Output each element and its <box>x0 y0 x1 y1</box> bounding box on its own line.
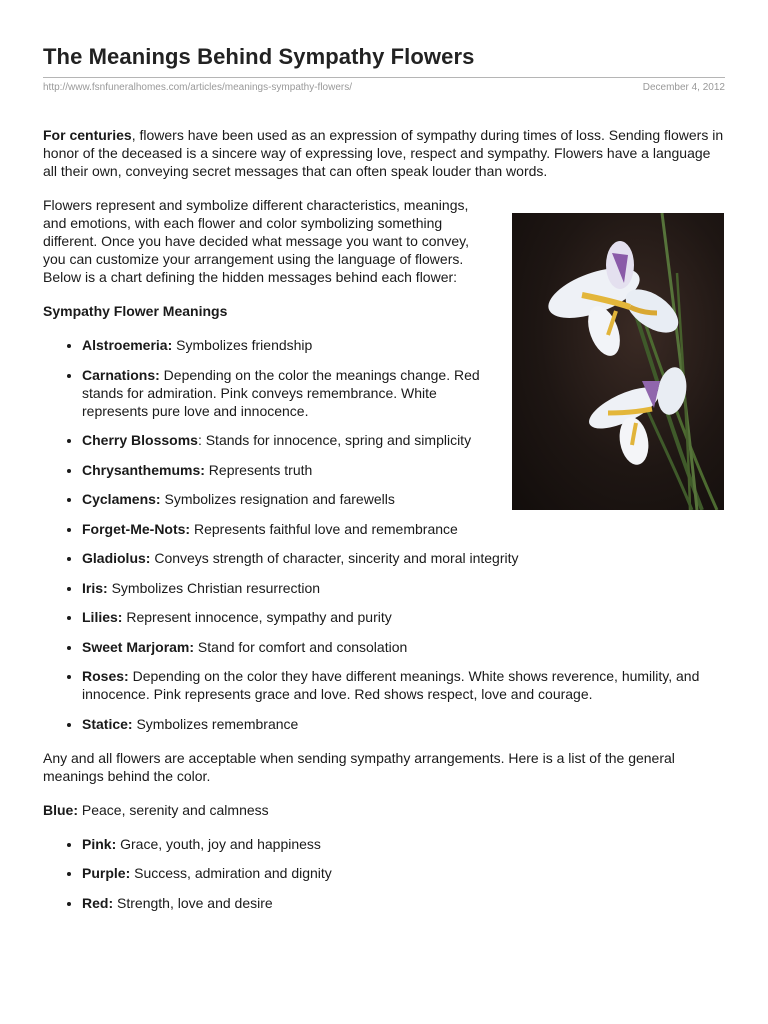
flower-name: Statice: <box>82 715 133 732</box>
flower-name: Roses: <box>82 668 129 684</box>
flower-meaning: Symbolizes remembrance <box>132 715 299 732</box>
flower-name: Sweet Marjoram: <box>82 638 195 655</box>
list-item <box>82 835 725 853</box>
flower-meaning: Symbolizes resignation and farewells <box>160 491 395 507</box>
flower-meaning: : Stands for innocence, spring and simplicity <box>197 432 472 448</box>
intro-paragraph <box>43 126 725 180</box>
page-title: The Meanings Behind Sympathy Flowers <box>43 44 475 69</box>
color-meaning: Grace, youth, joy and happiness <box>116 835 321 852</box>
flower-meaning: Represent innocence, sympathy and purity <box>122 609 392 625</box>
flower-meaning: Stand for comfort and consolation <box>194 638 408 655</box>
color-name: Red: <box>82 894 114 911</box>
flower-meaning: Represents faithful love and remembrance <box>190 520 458 537</box>
color-meaning: Strength, love and desire <box>113 894 273 911</box>
list-item <box>82 608 725 626</box>
list-item <box>82 638 725 656</box>
color-meaning: Peace, serenity and calmness <box>78 801 269 818</box>
list-item <box>82 549 725 567</box>
list-item <box>82 431 502 449</box>
color-meaning: Success, admiration and dignity <box>130 865 332 881</box>
flower-name: Cherry Blossoms <box>82 432 198 448</box>
flower-meaning: Represents truth <box>204 461 313 478</box>
intro-paragraph-2: Flowers represent and symbolize different characteristics, meanings, and emotions, with each flower and color symbolizing something different. Once you have decided what message you want to convey, you can customize your arrangement using the language of flowers. Below is a chart defining the hidden messages behind each flower: <box>43 197 469 285</box>
intro-lead: For centuries <box>43 127 132 143</box>
flower-meaning: Depending on the color the meanings change. Red stands for admiration. Pink conveys remembrance. White represents pure love and innocence. <box>82 366 480 419</box>
list-item <box>82 894 725 912</box>
list-item <box>82 461 725 479</box>
color-blue <box>43 801 725 819</box>
list-item <box>82 520 725 538</box>
list-item <box>82 715 725 733</box>
flower-name: Forget-Me-Nots: <box>82 520 191 537</box>
flower-name: Gladiolus: <box>82 550 151 566</box>
intro-text: , flowers have been used as an expression of sympathy during times of loss. Sending flowers in honor of the deceased is a sincere way of expressing love, respect and sympathy. Flowers have a language all their own, conveying secret messages that can often speak louder than words. <box>43 127 724 179</box>
flower-meaning: Conveys strength of character, sincerity and moral integrity <box>150 550 519 566</box>
flower-name: Iris: <box>82 579 108 596</box>
list-item <box>82 366 502 420</box>
color-name: Blue: <box>43 801 78 818</box>
source-url[interactable]: http://www.fsnfuneralhomes.com/articles/meanings-sympathy-flowers/ <box>43 82 353 93</box>
list-item <box>82 336 502 354</box>
title-divider <box>43 77 725 78</box>
article-body <box>43 126 725 928</box>
flower-name: Lilies: <box>82 609 123 625</box>
flower-name: Carnations: <box>82 366 160 383</box>
color-meanings-list <box>43 835 725 912</box>
colors-intro: Any and all flowers are acceptable when sending sympathy arrangements. Here is a list of the general meanings behind the color. <box>43 749 675 784</box>
publish-date: December 4, 2012 <box>642 82 725 93</box>
color-name: Purple: <box>82 865 131 881</box>
list-item <box>82 864 725 882</box>
section-heading: Sympathy Flower Meanings <box>43 303 228 319</box>
list-item <box>82 579 725 597</box>
flower-meaning: Depending on the color they have different meanings. White shows reverence, humility, and innocence. Pink represents grace and love. Red shows respect, love and courage. <box>82 668 700 702</box>
flower-meaning: Symbolizes Christian resurrection <box>107 579 321 596</box>
flower-name: Cyclamens: <box>82 491 161 507</box>
flower-meanings-list <box>43 336 725 733</box>
flower-name: Chrysanthemums: <box>82 461 205 478</box>
list-item <box>82 490 725 508</box>
color-name: Pink: <box>82 835 117 852</box>
flower-name: Alstroemeria: <box>82 337 173 353</box>
flower-meaning: Symbolizes friendship <box>172 337 313 353</box>
list-item <box>82 667 725 703</box>
